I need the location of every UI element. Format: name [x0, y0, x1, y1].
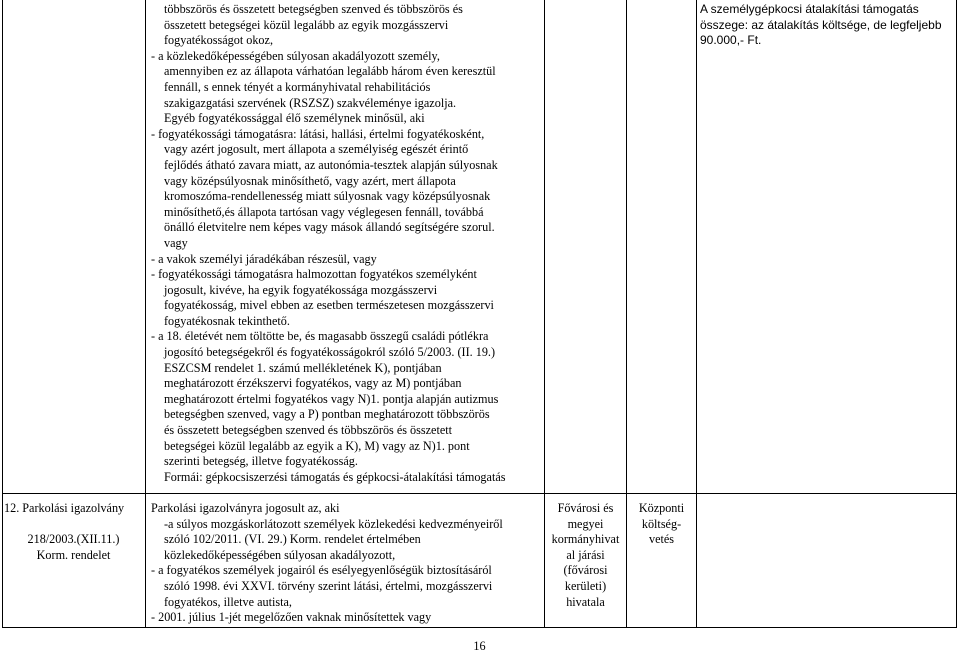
condition-line: - 2001. július 1-jét megelőzően vaknak minősítettek vagy — [151, 610, 432, 625]
condition-line: fogyatékosnak tekinthető. — [164, 313, 290, 328]
condition-line: meghatározott értelmi fogyatékos vagy N)1. pontja alapján autizmus — [164, 391, 499, 406]
condition-line: amennyiben ez az állapota várhatóan legalább három éven keresztül — [164, 64, 496, 79]
condition-line: fennáll, s ennek tényét a kormányhivatal rehabilitációs — [164, 79, 431, 94]
condition-line: fogyatékos, illetve autista, — [164, 594, 292, 609]
condition-line: vagy középsúlyosnak minősíthető, vagy azért, mert állapota — [164, 173, 456, 188]
bottom-border — [2, 627, 957, 628]
amount-line: összege: az átalakítás költsége, de legfeljebb — [700, 17, 942, 32]
authority-line: megyei — [567, 516, 604, 531]
condition-line: betegségei közül legalább az egyik a K), M) vagy az N)1. pont — [164, 438, 470, 453]
condition-line: jogosító betegségekről és fogyatékosságokról szóló 5/2003. (II. 19.) — [164, 345, 496, 360]
condition-line: ESZCSM rendelet 1. számú mellékletének K), pontjában — [164, 360, 442, 375]
support-amount-text — [700, 2, 955, 49]
amount-line: A személygépkocsi átalakítási támogatás — [700, 2, 919, 16]
legal-reference — [2, 532, 145, 563]
condition-line: összetett betegségei közül legalább az egyik mozgásszervi — [164, 17, 449, 32]
col-divider-1 — [145, 0, 146, 628]
condition-line: önálló életvitelre nem képes vagy mások állandó segítségére szorul. — [164, 220, 495, 235]
authority-line: kormányhivat — [551, 532, 620, 547]
authority-line: Fővárosi és — [557, 501, 614, 515]
condition-line: szóló 102/2011. (VI. 29.) Korm. rendelet értelmében — [164, 532, 421, 547]
benefit-number-title — [4, 501, 146, 517]
cost-line: Központi — [638, 501, 685, 515]
condition-line: vagy azért jogosult, mert állapota a személyiség egészét érintő — [164, 142, 469, 157]
authority-line: kerületi) — [564, 578, 607, 593]
condition-line: meghatározott érzékszervi fogyatékos, vagy az M) pontjában — [164, 376, 462, 391]
condition-line: szóló 1998. évi XXVI. törvény szerint látási, értelmi, mozgásszervi — [164, 578, 493, 593]
condition-line: betegségben szenved, vagy a P) pontban meghatározott többszörös — [164, 407, 490, 422]
condition-line: - fogyatékossági támogatásra: látási, hallási, értelmi fogyatékosként, — [151, 126, 485, 141]
condition-line: fejlődés átható zavara miatt, az autonómia-tesztek alapján súlyosnak — [164, 157, 498, 172]
benefit-title: 12. Parkolási igazolvány — [4, 501, 125, 515]
condition-line: jogosult, kivéve, ha egyik fogyatékossága mozgásszervi — [164, 282, 438, 297]
eligibility-conditions-continued — [151, 2, 537, 485]
row-divider — [2, 493, 957, 494]
condition-line: többszörös és összetett betegségben szenved és többszörös és — [164, 2, 463, 16]
condition-line: fogyatékosság, mivel ebben az esetben természetesen mozgásszervi — [164, 298, 494, 313]
condition-line: fogyatékosságot okoz, — [164, 33, 273, 48]
condition-line: vagy — [164, 235, 188, 250]
right-border — [956, 0, 957, 628]
condition-line: közlekedőképességében súlyosan akadályozott, — [164, 547, 396, 562]
authority-line: (fővárosi — [563, 563, 608, 578]
page-number: 16 — [473, 639, 486, 653]
condition-line: - a közlekedőképességében súlyosan akadályozott személy, — [151, 48, 440, 63]
col-divider-4 — [696, 0, 697, 628]
condition-line: Egyéb fogyatékossággal élő személynek minősül, aki — [164, 111, 425, 126]
condition-line: és összetett betegségben szenved és többszörös és összetett — [164, 423, 453, 438]
condition-line: szerinti betegség, illetve fogyatékosság. — [164, 454, 358, 469]
condition-line: kromoszóma-rendellenesség miatt súlyosnak vagy középsúlyosnak — [164, 189, 491, 204]
condition-line: Formái: gépkocsiszerzési támogatás és gépkocsi-átalakítási támogatás — [164, 469, 506, 484]
condition-line: szakigazgatási szervének (RSZSZ) szakvéleménye igazolja. — [164, 95, 457, 110]
condition-line: -a súlyos mozgáskorlátozott személyek közlekedési kedvezményeiről — [164, 516, 503, 531]
law-line-1: 218/2003.(XII.11.) — [27, 532, 120, 546]
condition-line: Parkolási igazolványra jogosult az, aki — [151, 501, 340, 515]
cost-line: költség- — [641, 516, 682, 531]
amount-line: 90.000,- Ft. — [700, 33, 762, 48]
cost-line: vetés — [648, 532, 675, 547]
condition-line: - a fogyatékos személyek jogairól és esélyegyenlőségük biztosításáról — [151, 563, 492, 578]
condition-line: - fogyatékossági támogatásra halmozottan fogyatékos személyként — [151, 267, 477, 282]
authority-line: hivatala — [566, 594, 605, 609]
parking-card-conditions — [151, 501, 537, 626]
condition-line: - a 18. életévét nem töltötte be, és magasabb összegű családi pótlékra — [151, 329, 489, 344]
funding-source — [627, 501, 696, 548]
issuing-authority — [545, 501, 626, 610]
authority-line: al járási — [566, 547, 605, 562]
law-line-2: Korm. rendelet — [36, 547, 111, 562]
condition-line: - a vakok személyi járadékában részesül, vagy — [151, 251, 377, 266]
condition-line: minősíthető,és állapota tartósan vagy véglegesen fennáll, továbbá — [164, 204, 484, 219]
